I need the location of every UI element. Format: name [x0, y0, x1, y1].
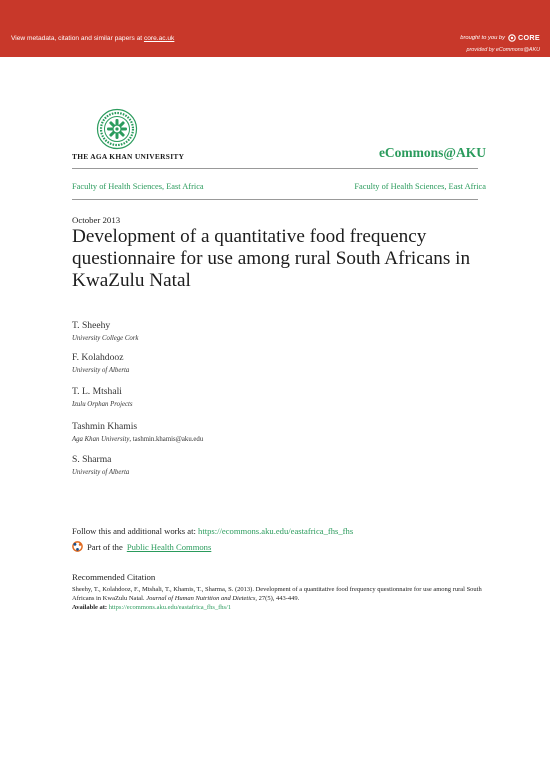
- citation-part: Sheehy, T., Kolahdooz, F., Mtshali, T., Khamis, T., Sharma, S. (2013). Development of a quantitative food frequency questionnaire for use among rural South Africans in KwaZulu Natal.: [72, 586, 482, 603]
- part-of-text: Part of the: [87, 541, 123, 552]
- affiliation-text: University of Alberta: [72, 367, 130, 374]
- core-metadata-line: [11, 35, 174, 42]
- core-brought-by: [460, 33, 540, 42]
- follow-link[interactable]: https://ecommons.aku.edu/eastafrica_fhs_fhs: [198, 526, 354, 536]
- faculty-left[interactable]: Faculty of Health Sciences, East Africa: [72, 182, 204, 191]
- author-email[interactable]: , tashmin.khamis@aku.edu: [129, 436, 204, 443]
- affiliation-text: Izulu Orphan Projects: [72, 401, 133, 408]
- author-affiliation: [72, 469, 129, 476]
- author-name: S. Sharma: [72, 454, 112, 465]
- follow-text: Follow this and additional works at:: [72, 526, 196, 536]
- citation-volume: , 27(5), 443-449.: [255, 595, 300, 603]
- affiliation-text: University of Alberta: [72, 469, 130, 476]
- aku-emblem-icon: [96, 108, 138, 150]
- core-logo-icon: [508, 34, 516, 42]
- follow-line: [72, 526, 353, 536]
- core-provided-by: provided by eCommons@AKU: [466, 47, 540, 53]
- header-divider-top: [72, 168, 478, 169]
- article-title: Development of a quantitative food frequency questionnaire for use among rural South Africans in KwaZulu Natal: [72, 226, 471, 291]
- university-name: THE AGA KHAN UNIVERSITY: [72, 152, 185, 161]
- publication-date: October 2013: [72, 215, 121, 225]
- header-divider-bottom: [72, 199, 478, 200]
- public-health-commons-link[interactable]: Public Health Commons: [126, 541, 212, 552]
- author-affiliation: [72, 401, 133, 408]
- author-name: F. Kolahdooz: [72, 352, 124, 363]
- available-at-label: Available at:: [72, 604, 108, 612]
- author-affiliation: [72, 367, 129, 374]
- author-name: T. L. Mtshali: [72, 386, 122, 397]
- core-banner: [0, 0, 550, 57]
- author-name: T. Sheehy: [72, 320, 111, 331]
- faculty-right[interactable]: Faculty of Health Sciences, East Africa: [354, 182, 486, 191]
- core-brought-text: brought to you by: [460, 34, 506, 41]
- recommended-citation-heading: Recommended Citation: [72, 572, 156, 582]
- network-icon: [72, 541, 83, 552]
- core-metadata-link[interactable]: core.ac.uk: [143, 35, 175, 42]
- citation-journal: Journal of Human Nutrition and Dietetics: [146, 595, 256, 603]
- core-metadata-text: View metadata, citation and similar papers at: [11, 35, 143, 42]
- author-affiliation: [72, 436, 203, 443]
- core-logo[interactable]: [508, 33, 540, 42]
- affiliation-text: Aga Khan University: [72, 436, 130, 443]
- part-of-line: [72, 541, 211, 552]
- citation-text: [72, 585, 484, 613]
- available-at-link[interactable]: https://ecommons.aku.edu/eastafrica_fhs_fhs/1: [108, 604, 232, 612]
- author-name: Tashmin Khamis: [72, 421, 138, 432]
- repository-name[interactable]: eCommons@AKU: [378, 145, 486, 160]
- affiliation-text: University College Cork: [72, 335, 139, 342]
- author-affiliation: [72, 335, 138, 342]
- core-logo-text: CORE: [518, 33, 540, 42]
